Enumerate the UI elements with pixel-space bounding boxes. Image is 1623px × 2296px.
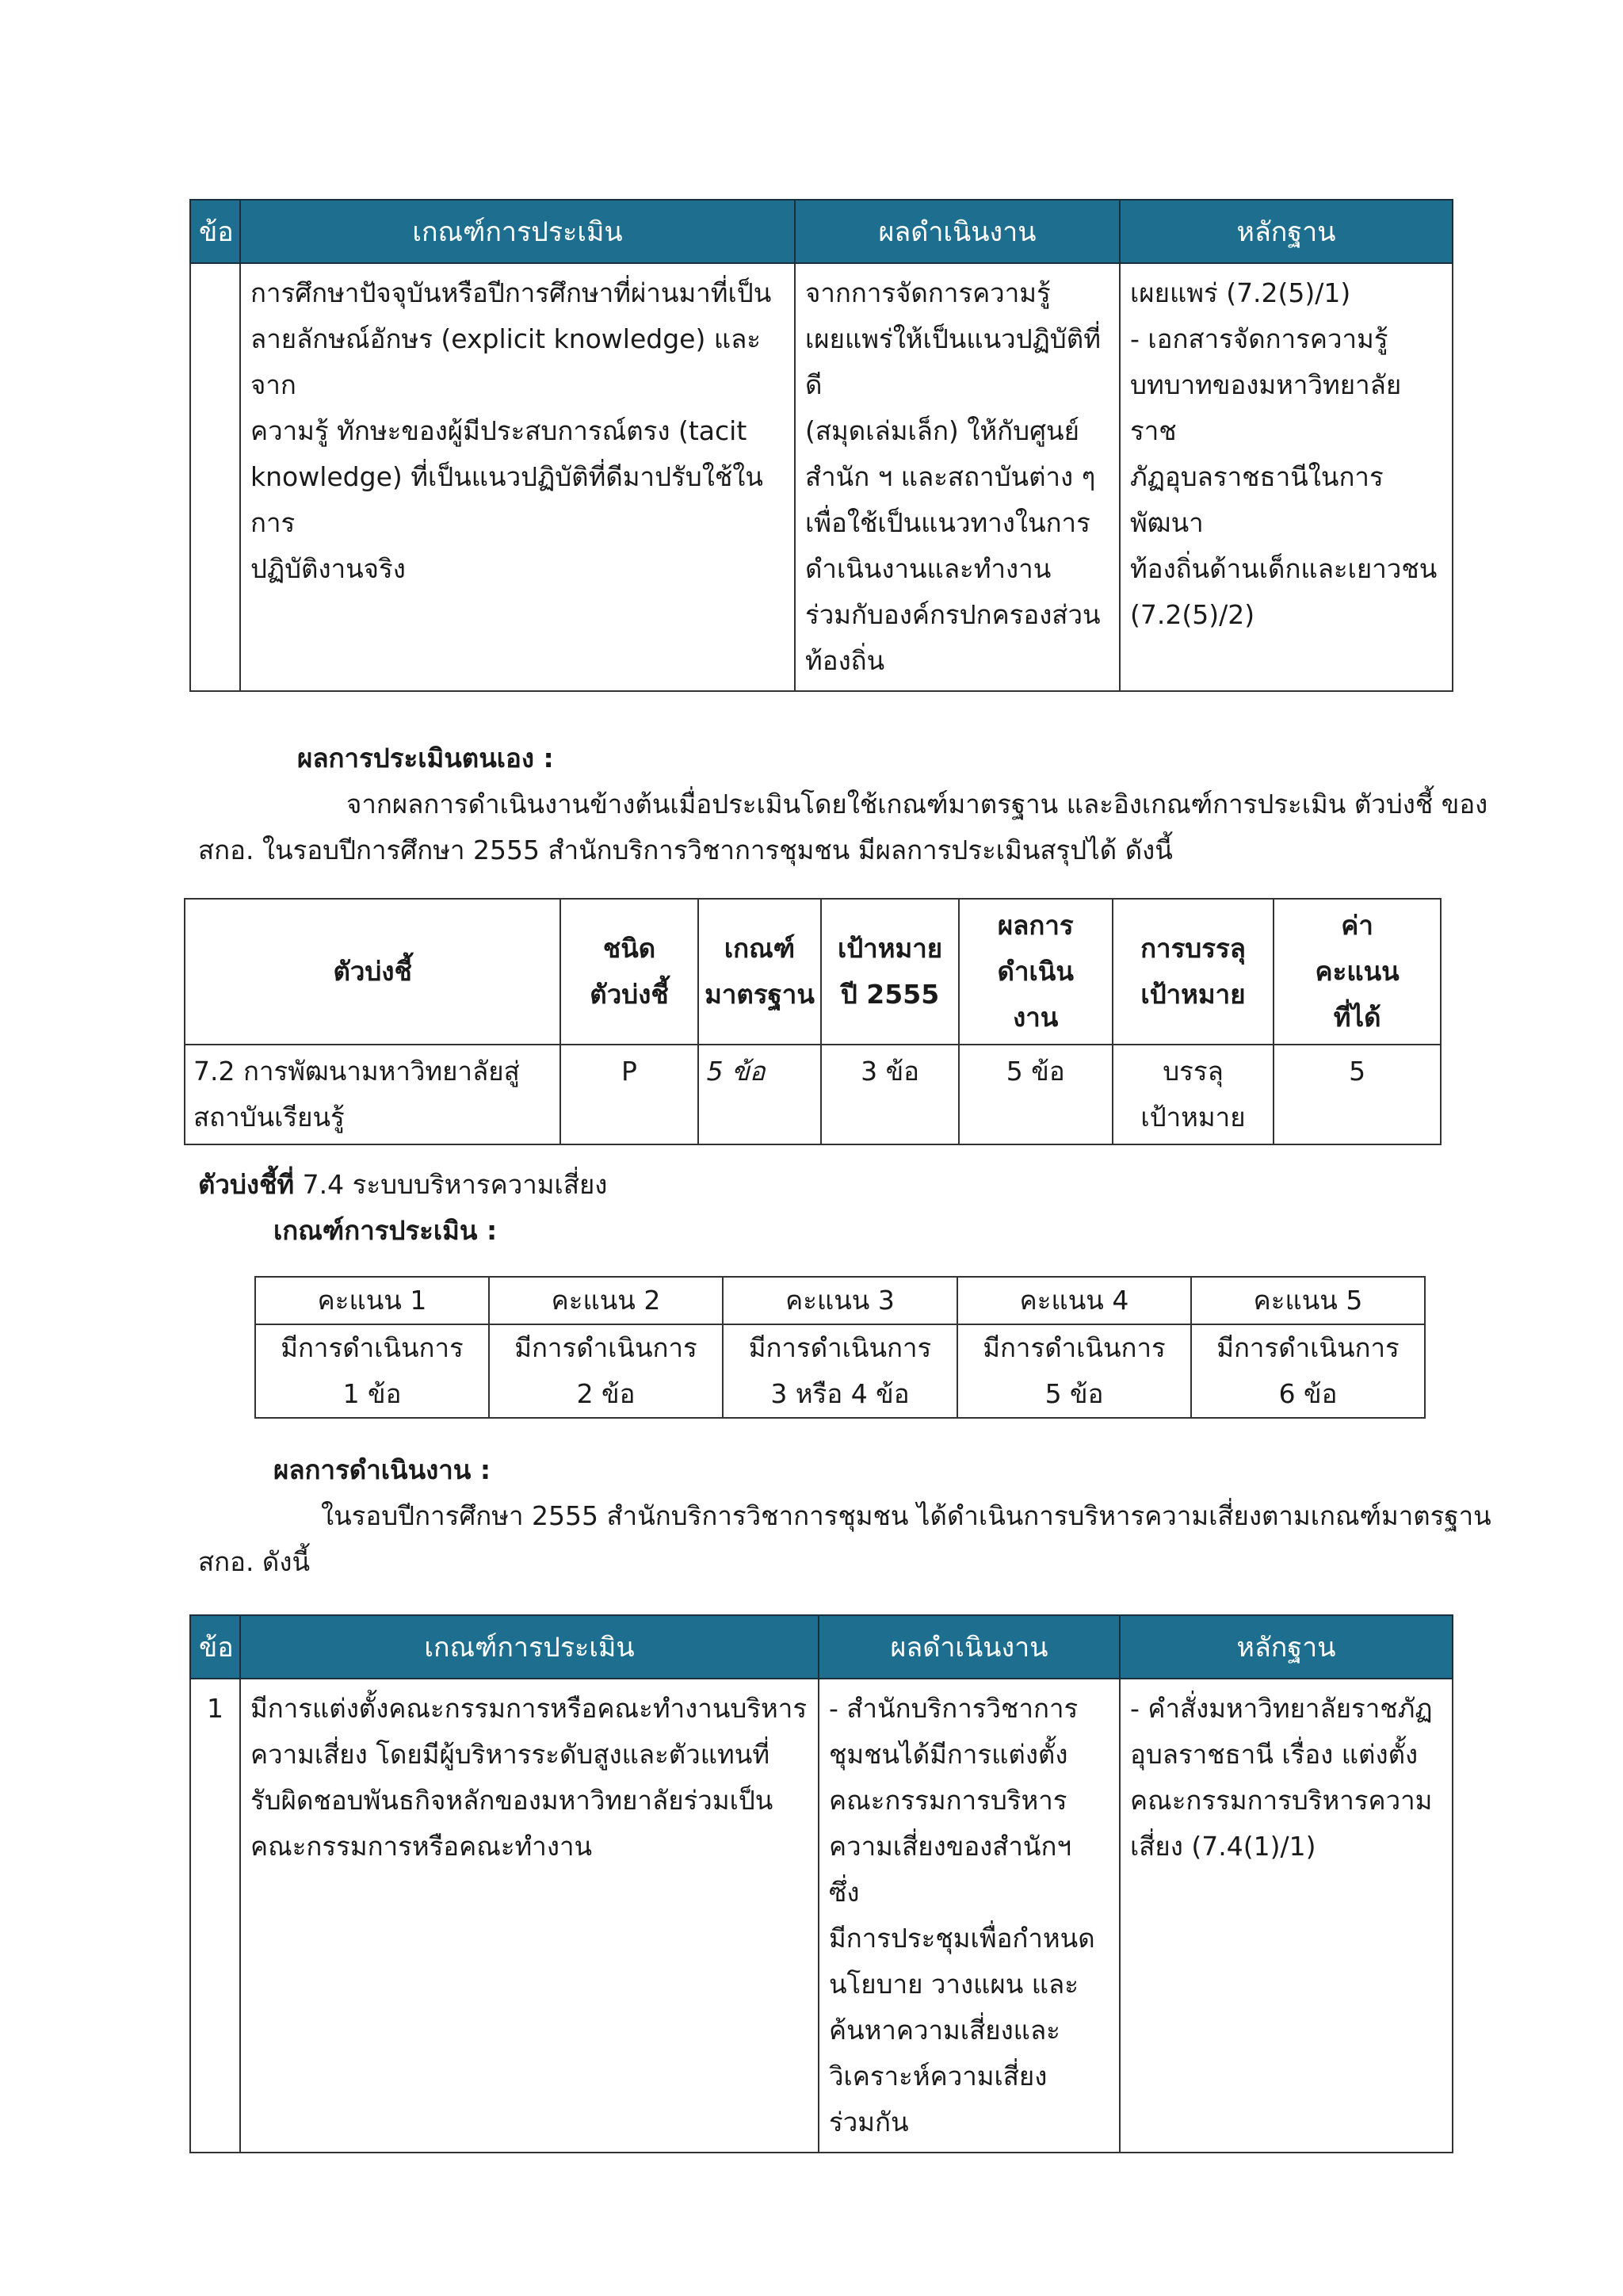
header-line: เป้าหมาย (837, 933, 943, 964)
text-line: รับผิดชอบพันธกิจหลักของมหาวิทยาลัยร่วมเป็น (250, 1785, 773, 1816)
operation-line-2: สกอ. ดังนี้ (198, 1546, 311, 1577)
col-header-evidence: หลักฐาน (1120, 200, 1453, 263)
text-line: ความรู้ ทักษะของผู้มีประสบการณ์ตรง (tacit (250, 415, 747, 446)
header-line: เป้าหมาย (1140, 979, 1246, 1010)
header-line: คะแนน (1315, 956, 1400, 987)
indicator-7-4-title (198, 1162, 607, 1208)
table-row (185, 1045, 1441, 1144)
table-header-row (255, 1277, 1425, 1324)
result-cell (819, 1679, 1120, 2153)
header-line: ตัวบ่งชี้ (590, 979, 669, 1010)
indicator-name: 7.4 ระบบบริหารความเสี่ยง (294, 1169, 608, 1200)
text-line: knowledge) ที่เป็นแนวปฏิบัติที่ดีมาปรับใช้ในการ (250, 461, 763, 538)
text-line: - คำสั่งมหาวิทยาลัยราชภัฏ (1130, 1693, 1433, 1724)
text-line: ร่วมกับองค์กรปกครองส่วน (805, 599, 1101, 630)
text-line: ลายลักษณ์อักษร (explicit knowledge) และจาก (250, 323, 762, 400)
text-line: ปฏิบัติงานจริง (250, 553, 406, 584)
text-line: เผยแพร่ให้เป็นแนวปฏิบัติที่ดี (805, 323, 1101, 400)
header-line: ผลการ (997, 910, 1074, 941)
col-header-indicator (185, 899, 560, 1045)
criteria-cell: 5 ข้อ (698, 1045, 822, 1144)
header-line: ปี 2555 (840, 979, 940, 1010)
criteria-level-table (254, 1276, 1426, 1419)
text-line: วิเคราะห์ความเสี่ยง (829, 2061, 1048, 2092)
text-line: มีการดำเนินการ (983, 1332, 1166, 1363)
text-line: การศึกษาปัจจุบันหรือปีการศึกษาที่ผ่านมาที่เป็น (250, 277, 772, 308)
text-line: คณะกรรมการหรือคณะทำงาน (250, 1831, 593, 1862)
col-header-achieve (1113, 899, 1274, 1045)
text-line: ภัฏอุบลราชธานีในการพัฒนา (1130, 461, 1384, 538)
operation-line-1: ในรอบปีการศึกษา 2555 สำนักบริการวิชาการชุมชน ได้ดำเนินการบริหารความเสี่ยงตามเกณฑ์มาตรฐาน (321, 1500, 1491, 1531)
text-line: สถาบันเรียนรู้ (193, 1102, 345, 1133)
header-line: งาน (1013, 1002, 1059, 1033)
result-cell: 5 ข้อ (959, 1045, 1113, 1144)
text-line: ดำเนินงานและทำงาน (805, 553, 1052, 584)
row-no (190, 263, 240, 691)
text-line: เพื่อใช้เป็นแนวทางในการ (805, 507, 1090, 538)
row-no: 1 (190, 1679, 240, 2153)
level-1-head: คะแนน 1 (255, 1277, 489, 1324)
table-header-row (190, 200, 1453, 263)
text-line: มีการดำเนินการ (1216, 1332, 1400, 1363)
text-line: จากการจัดการความรู้ (805, 277, 1051, 308)
score-summary-table (184, 898, 1442, 1145)
header-line: ค่า (1341, 910, 1373, 941)
text-line: คณะกรรมการบริหาร (829, 1785, 1067, 1816)
text-line: - เอกสารจัดการความรู้ (1130, 323, 1388, 354)
col-header-result: ผลดำเนินงาน (819, 1615, 1120, 1679)
text-line: ชุมชนได้มีการแต่งตั้ง (829, 1739, 1068, 1770)
type-cell: P (560, 1045, 697, 1144)
result-table-1 (189, 199, 1453, 692)
indicator-label: ตัวบ่งชี้ที่ (198, 1169, 295, 1200)
level-2-cell (489, 1324, 723, 1418)
col-header-criteria (698, 899, 822, 1045)
criteria-cell (240, 1679, 819, 2153)
text-line: ความเสี่ยง โดยมีผู้บริหารระดับสูงและตัวแทนที่ (250, 1739, 770, 1770)
self-assessment-line-1: จากผลการดำเนินงานข้างต้นเมื่อประเมินโดยใช้เกณฑ์มาตรฐาน และอิงเกณฑ์การประเมิน ตัวบ่งชี้ ของ (346, 789, 1488, 819)
col-header-target (821, 899, 958, 1045)
header-line: ชนิด (602, 933, 656, 964)
evidence-cell (1120, 1679, 1453, 2153)
text-line: สำนัก ฯ และสถาบันต่าง ๆ (805, 461, 1096, 492)
text-line: 7.2 การพัฒนามหาวิทยาลัยสู่ (193, 1056, 520, 1087)
header-line: การบรรลุ (1140, 933, 1246, 964)
text-line: อุบลราชธานี เรื่อง แต่งตั้ง (1130, 1739, 1419, 1770)
text-line: 3 หรือ 4 ข้อ (770, 1378, 910, 1409)
text-line: ท้องถิ่นด้านเด็กและเยาวชน (1130, 553, 1438, 584)
criteria-cell (240, 263, 795, 691)
col-header-criteria: เกณฑ์การประเมิน (240, 200, 795, 263)
col-header-no: ข้อ (190, 200, 240, 263)
col-header-score (1274, 899, 1441, 1045)
text-line: 2 ข้อ (576, 1378, 636, 1409)
target-cell: 3 ข้อ (821, 1045, 958, 1144)
operation-heading: ผลการดำเนินงาน : (273, 1454, 491, 1485)
table-header-row (185, 899, 1441, 1045)
table-header-row (190, 1615, 1453, 1679)
level-3-head: คะแนน 3 (723, 1277, 957, 1324)
text-line: มีการประชุมเพื่อกำหนด (829, 1923, 1095, 1954)
level-4-head: คะแนน 4 (957, 1277, 1191, 1324)
achieve-cell (1113, 1045, 1274, 1144)
level-3-cell (723, 1324, 957, 1418)
text-line: 1 ข้อ (342, 1378, 402, 1409)
table-row (190, 263, 1453, 691)
header-line: ตัวบ่งชี้ (333, 956, 412, 987)
result-table-2 (189, 1614, 1453, 2153)
text-line: มีการดำเนินการ (514, 1332, 697, 1363)
header-line: เกณฑ์ (724, 933, 796, 964)
text-line: 6 ข้อ (1278, 1378, 1338, 1409)
col-header-result (959, 899, 1113, 1045)
text-line: ความเสี่ยงของสำนักฯ ซึ่ง (829, 1831, 1071, 1908)
col-header-no: ข้อ (190, 1615, 240, 1679)
col-header-type (560, 899, 697, 1045)
level-4-cell (957, 1324, 1191, 1418)
text-line: เผยแพร่ (7.2(5)/1) (1130, 277, 1351, 308)
text-line: (สมุดเล่มเล็ก) ให้กับศูนย์ (805, 415, 1079, 446)
text-line: มีการดำเนินการ (281, 1332, 464, 1363)
text-line: 5 ข้อ (1044, 1378, 1104, 1409)
score-cell: 5 (1274, 1045, 1441, 1144)
text-line: มีการดำเนินการ (748, 1332, 932, 1363)
level-5-cell (1191, 1324, 1425, 1418)
result-cell (795, 263, 1120, 691)
col-header-evidence: หลักฐาน (1120, 1615, 1453, 1679)
header-line: ที่ได้ (1333, 1002, 1381, 1033)
text-line: ท้องถิ่น (805, 645, 885, 676)
self-assessment-line-2: สกอ. ในรอบปีการศึกษา 2555 สำนักบริการวิชาการชุมชน มีผลการประเมินสรุปได้ ดังนี้ (198, 835, 1173, 865)
text-line: บทบาทของมหาวิทยาลัยราช (1130, 369, 1402, 446)
table-row (255, 1324, 1425, 1418)
text-line: ร่วมกัน (829, 2107, 909, 2137)
criteria-heading: เกณฑ์การประเมิน : (273, 1215, 498, 1246)
text-line: - สำนักบริการวิชาการ (829, 1693, 1079, 1724)
text-line: ค้นหาความเสี่ยงและ (829, 2015, 1060, 2046)
col-header-criteria: เกณฑ์การประเมิน (240, 1615, 819, 1679)
header-line: มาตรฐาน (705, 979, 815, 1010)
text-line: คณะกรรมการบริหารความ (1130, 1785, 1433, 1816)
evidence-cell (1120, 263, 1453, 691)
col-header-result: ผลดำเนินงาน (795, 200, 1120, 263)
table-row (190, 1679, 1453, 2153)
text-line: เป้าหมาย (1140, 1102, 1246, 1133)
text-line: เสี่ยง (7.4(1)/1) (1130, 1831, 1316, 1862)
text-line: นโยบาย วางแผน และ (829, 1969, 1079, 2000)
text-line: มีการแต่งตั้งคณะกรรมการหรือคณะทำงานบริหาร (250, 1693, 808, 1724)
header-line: ดำเนิน (997, 956, 1074, 987)
indicator-cell (185, 1045, 560, 1144)
self-assessment-heading: ผลการประเมินตนเอง : (297, 743, 554, 774)
level-2-head: คะแนน 2 (489, 1277, 723, 1324)
level-5-head: คะแนน 5 (1191, 1277, 1425, 1324)
text-line: บรรลุ (1163, 1056, 1224, 1087)
level-1-cell (255, 1324, 489, 1418)
text-line: (7.2(5)/2) (1130, 599, 1255, 630)
